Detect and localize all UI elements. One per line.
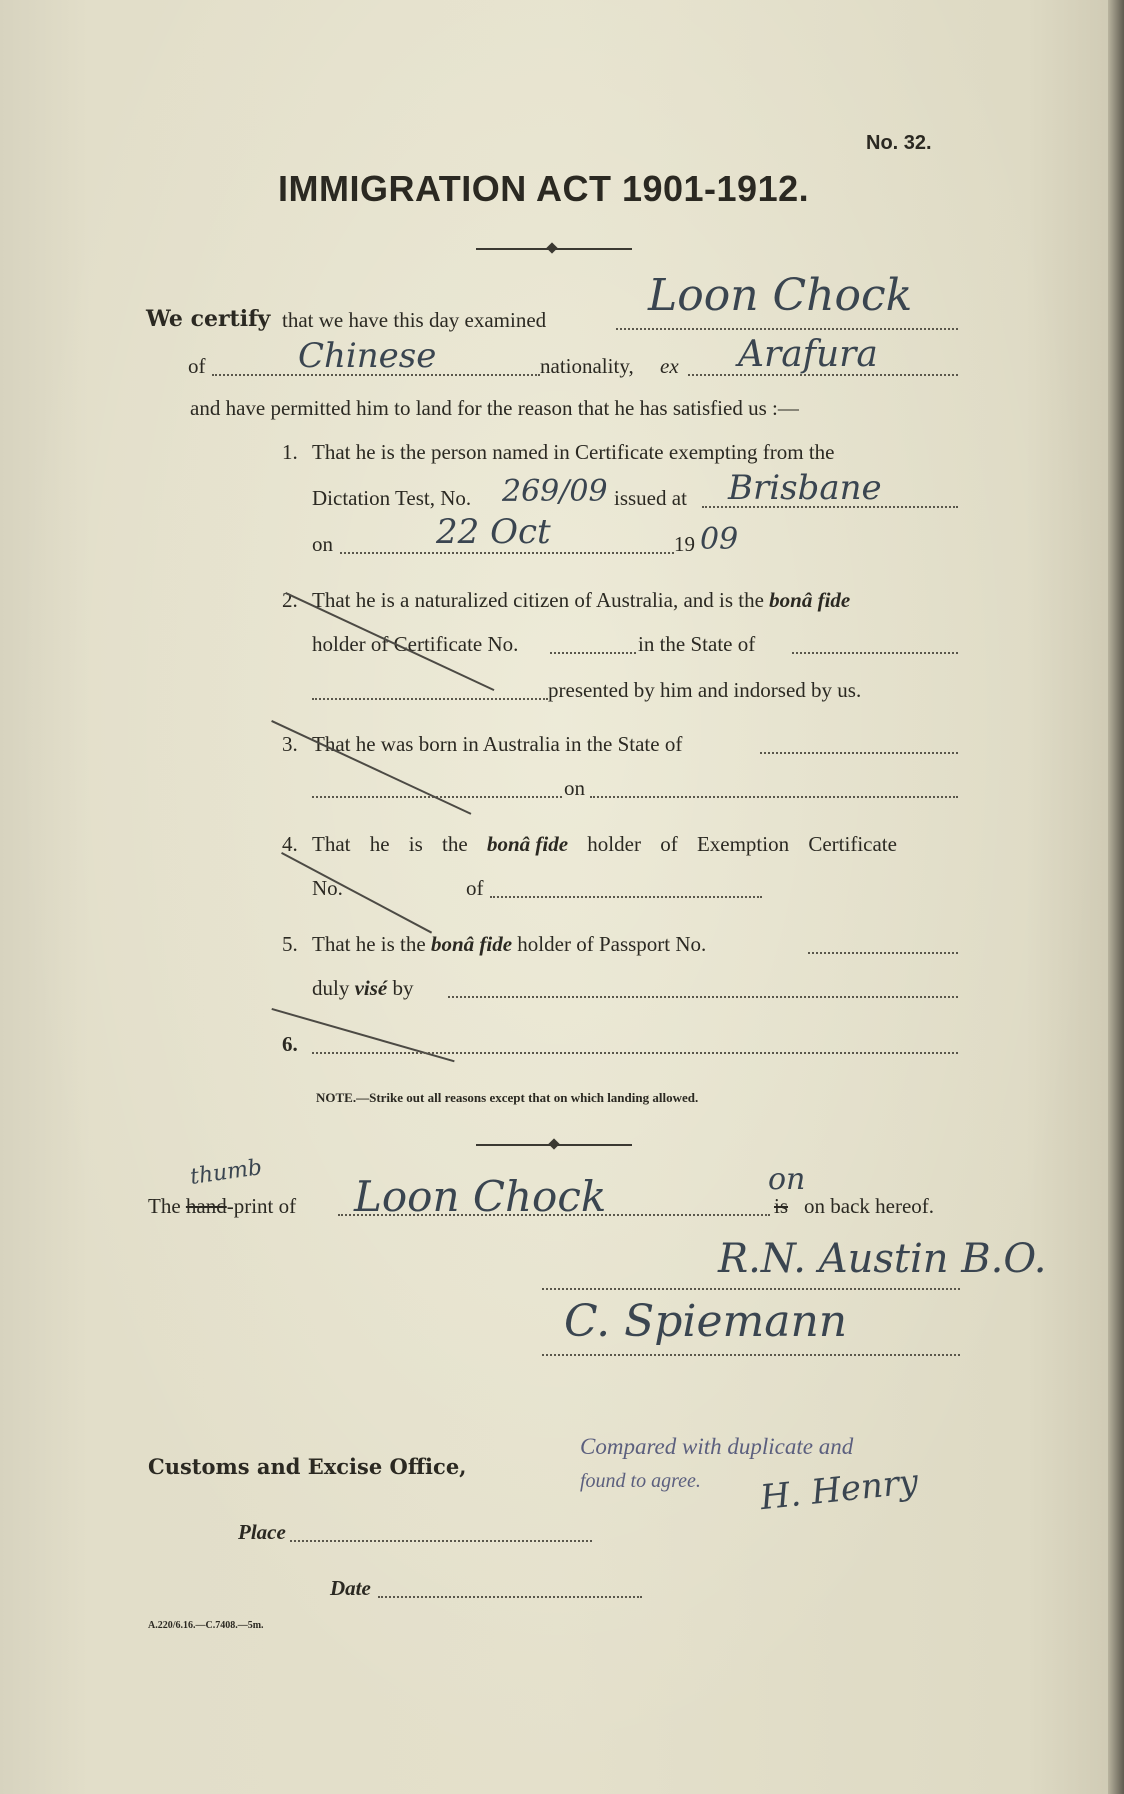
reason-4-line1-tail: holder of Exemption Certificate: [587, 832, 897, 856]
printer-code: A.220/6.16.—C.7408.—5m.: [148, 1620, 264, 1631]
print-is: is: [774, 1194, 789, 1218]
nationality-label: nationality,: [540, 354, 634, 378]
reason-4-number: 4.: [282, 832, 298, 856]
handwritten-cert-no: 269/09: [502, 474, 608, 509]
print-line: [148, 1194, 296, 1219]
reason-1-number: 1.: [282, 440, 298, 464]
reason-4-strike: [281, 852, 432, 934]
signature-1-line: [542, 1288, 960, 1290]
note-rule-diamond: [548, 1138, 559, 1149]
reason-2-state-line: [792, 652, 958, 654]
signature-2-line: [542, 1354, 960, 1356]
handwritten-on: on: [768, 1162, 806, 1197]
stamp-initials: H. Henry: [758, 1461, 921, 1519]
reason-2-line1: [312, 588, 850, 613]
print-back: on back hereof.: [804, 1194, 935, 1218]
reason-2-blank-line: [312, 698, 548, 700]
reason-3-on: on: [564, 776, 585, 800]
reason-3-number: 3.: [282, 732, 298, 756]
reason-5-line1-text: That he is the: [312, 932, 426, 956]
title-rule-diamond: [546, 242, 557, 253]
form-number: No. 32.: [866, 132, 932, 154]
reason-2-bona-fide: bonâ fide: [769, 588, 851, 612]
of-label: of: [188, 354, 206, 378]
reason-5-vise: visé: [354, 976, 388, 1000]
reason-4-of-line: [490, 896, 762, 898]
reason-5-bona-fide: bonâ fide: [430, 932, 513, 956]
reason-1-year-prefix: 19: [674, 532, 695, 556]
reason-4-line1-text: That he is the: [312, 832, 468, 856]
reason-3-date-line: [590, 796, 958, 798]
reason-2-cert-line: [550, 652, 636, 654]
reason-1-line2: Dictation Test, No.: [312, 486, 472, 510]
handwritten-date: 22 Oct: [436, 512, 551, 552]
reason-5-strike: [271, 1008, 454, 1062]
date-line: [340, 552, 674, 554]
reason-2-line1-text: That he is a naturalized citizen of Australia, and is the: [312, 588, 764, 612]
handwritten-issued-at: Brisbane: [728, 468, 882, 508]
permitted-text: and have permitted him to land for the reason that he has satisfied us :—: [190, 396, 799, 420]
reason-5-passport-line: [808, 952, 958, 954]
print-of: -print of: [226, 1194, 297, 1218]
signature-1: R.N. Austin B.O.: [718, 1236, 1047, 1282]
name-line: [616, 328, 958, 330]
reason-6-line: [312, 1052, 958, 1054]
reason-5-line1: [312, 932, 706, 957]
reason-2-number: 2.: [282, 588, 298, 612]
certify-lead: We certify: [146, 306, 271, 332]
note-line: [316, 1090, 698, 1106]
office-label: Customs and Excise Office,: [148, 1454, 467, 1479]
reason-5-by-line: [448, 996, 958, 998]
reason-5-duly: duly: [312, 976, 350, 1000]
page-title: IMMIGRATION ACT 1901-1912.: [278, 168, 810, 209]
date-label: Date: [330, 1576, 371, 1600]
reason-2-line2a: holder of Certificate No.: [312, 632, 519, 656]
date-field-line: [378, 1596, 642, 1598]
reason-3-line1: That he was born in Australia in the State of: [312, 732, 683, 756]
print-hand-struck: hand: [185, 1194, 227, 1218]
reason-4-bona-fide: bonâ fide: [486, 832, 569, 856]
stamp-line-1: Compared with duplicate and: [580, 1434, 854, 1459]
reason-1-issued: issued at: [614, 486, 687, 510]
reason-5-line1-tail: holder of Passport No.: [517, 932, 707, 956]
reason-1-on: on: [312, 532, 333, 556]
print-the: The: [148, 1194, 181, 1218]
certify-text: that we have this day examined: [282, 308, 547, 332]
reason-6-number: 6.: [282, 1032, 298, 1056]
handwritten-ship: Arafura: [738, 334, 878, 375]
reason-5-number: 5.: [282, 932, 298, 956]
reason-4-of: of: [466, 876, 484, 900]
reason-2-line3: presented by him and indorsed by us.: [548, 678, 862, 702]
handwritten-nationality: Chinese: [298, 336, 437, 376]
place-line: [290, 1540, 592, 1542]
note-label: NOTE.: [316, 1090, 357, 1105]
reason-1-line1: That he is the person named in Certificate exempting from the: [312, 440, 835, 464]
place-label: Place: [238, 1520, 286, 1544]
note-text: —Strike out all reasons except that on which landing allowed.: [356, 1090, 699, 1105]
page-edge: [1108, 0, 1124, 1794]
handwritten-thumb: thumb: [188, 1155, 264, 1190]
reason-4-line1: [312, 832, 897, 857]
ex-label: ex: [660, 354, 679, 378]
signature-2: C. Spiemann: [564, 1296, 848, 1347]
reason-5-by: by: [392, 976, 414, 1000]
reason-3-state-line: [760, 752, 958, 754]
handwritten-print-name: Loon Chock: [354, 1172, 607, 1221]
handwritten-year: 09: [700, 522, 739, 557]
handwritten-name: Loon Chock: [648, 270, 913, 321]
reason-4-no: No.: [312, 876, 343, 900]
stamp-line-2: found to agree.: [580, 1470, 701, 1492]
reason-2-line2b: in the State of: [638, 632, 756, 656]
reason-5-duly-line: [312, 976, 414, 1001]
